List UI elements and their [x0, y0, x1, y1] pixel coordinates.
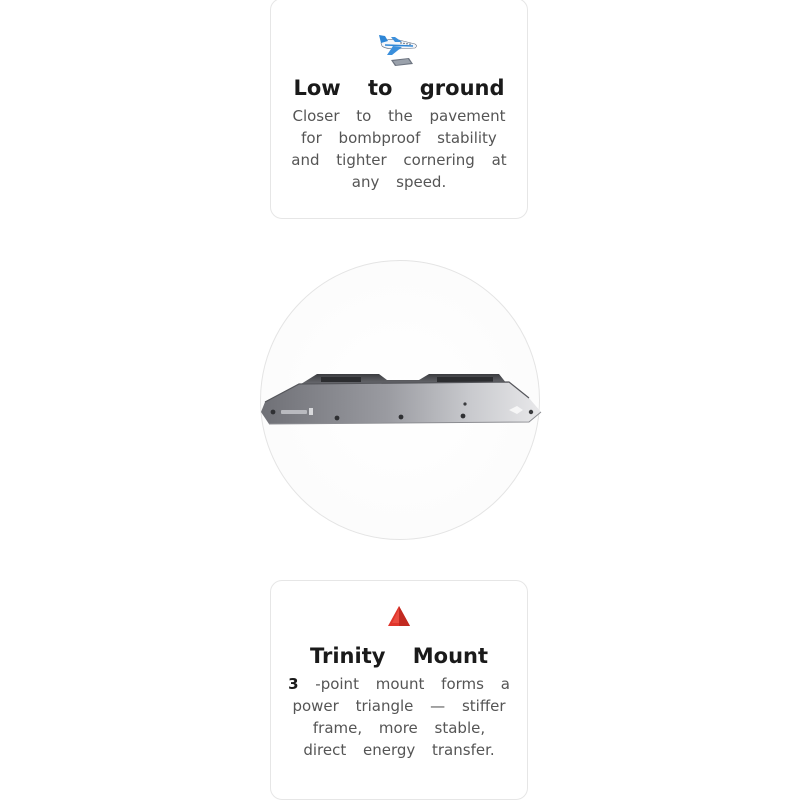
feature-description: Closer to the pavement for bombproof stability and tighter cornering at any speed. — [291, 107, 507, 191]
feature-card-low-to-ground — [270, 0, 528, 219]
brand-mark — [281, 410, 307, 414]
feature-card-trinity-mount — [270, 580, 528, 800]
red-triangle-icon — [386, 603, 412, 629]
skate-frame-image — [259, 368, 543, 432]
airplane-icon — [377, 29, 421, 69]
feature-title: Low to ground — [293, 76, 505, 100]
feature-description — [284, 673, 514, 761]
feature-title: Trinity Mount — [309, 644, 489, 668]
point-count: 3 — [288, 675, 299, 693]
feature-description-text: -point mount forms a power triangle — stiffer frame, more stable, direct energy transfer. — [292, 675, 510, 759]
